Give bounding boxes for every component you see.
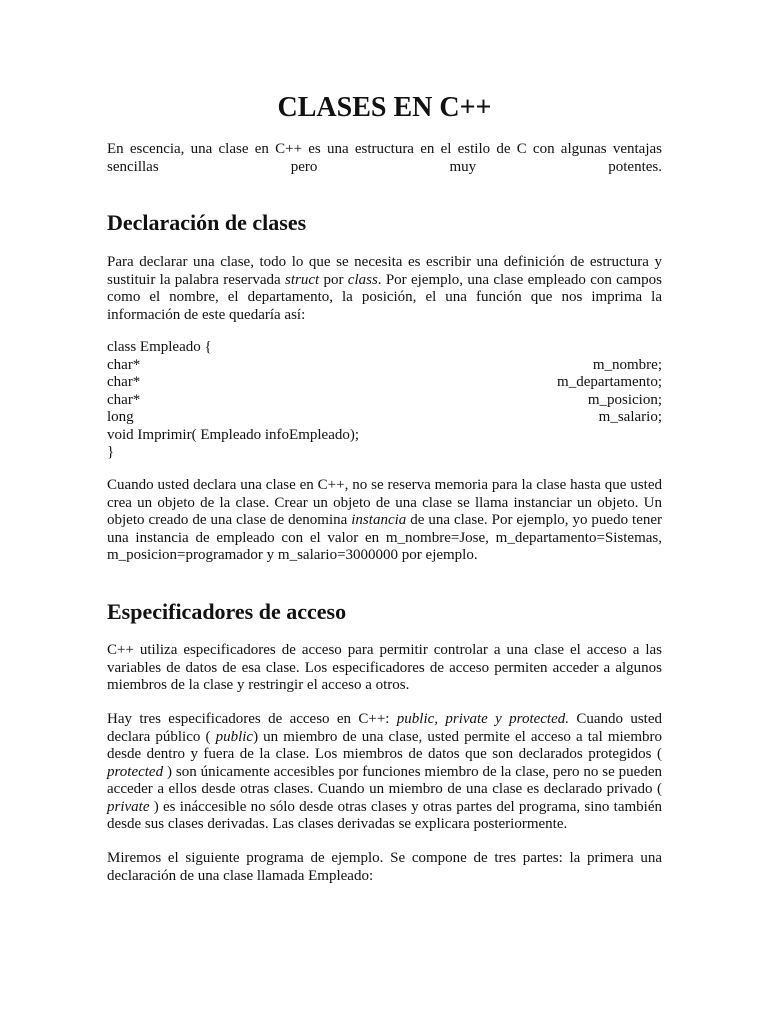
text-run: Hay tres especificadores de acceso en C++:: [107, 711, 397, 727]
code-field-type: long: [107, 409, 134, 425]
example-intro-paragraph: Miremos el siguiente programa de ejemplo. Se compone de tres partes: la primera una declaración de una clase llamada Empleado:: [107, 850, 662, 884]
code-field-name: m_posicion;: [587, 391, 662, 408]
section-heading-especificadores: Especificadores de acceso: [107, 599, 347, 624]
term-private: private: [107, 798, 150, 815]
code-field-type: char*: [107, 374, 141, 390]
text-run: . Por ejemplo, una clase empleado con campos como el nombre, el departamento, la posición, el una función que nos imprima la información de este quedaría así:: [107, 271, 663, 323]
keyword-struct: struct: [285, 271, 320, 288]
code-field-row: [107, 374, 662, 392]
term-public: public: [215, 728, 254, 745]
text-run: Para declarar una clase, todo lo que se necesita es escribir una definición de estructura y sustituir la palabra reservada: [107, 254, 662, 288]
intro-paragraph: [107, 141, 662, 176]
code-field-name: m_departamento;: [557, 374, 662, 390]
text-run: ) un miembro de una clase, usted permite el acceso a tal miembro desde dentro y fuera de la clase. Los miembros de datos que son declarados protegidos (: [107, 728, 662, 762]
intro-line-1: En escencia, una clase en C++ es una estructura en el estilo de C con algunas ventajas: [107, 141, 662, 157]
code-class-close: }: [107, 444, 115, 460]
especificadores-paragraph: C++ utiliza especificadores de acceso para permitir controlar a una clase el acceso a las variables de datos de esa clase. Los especificadores de acceso permiten acceder a algunos miembros de la clase y restringir el acceso a otros.: [107, 642, 662, 693]
access-modifiers-paragraph: [107, 711, 662, 834]
code-field-type: char*: [107, 391, 141, 408]
term-instancia: instancia: [351, 512, 407, 528]
text-run: por: [319, 271, 348, 288]
code-field-row: [107, 357, 662, 375]
code-class-open: class Empleado {: [107, 339, 212, 355]
code-method: void Imprimir( Empleado infoEmpleado);: [107, 426, 360, 443]
text-run: ) es ináccesible no sólo desde otras clases y otras partes del programa, sino también desde sus clases derivadas. Las clases derivadas se explicara posteriormente.: [107, 798, 662, 832]
text-run: Cuando usted declara una clase en C++, no se reserva memoria para la clase hasta que usted crea un objeto de la clase. Crear un objeto de una clase se llama instanciar un objeto. Un objeto creado de una clase de denomina: [107, 477, 662, 528]
code-block: [107, 339, 662, 462]
document-title: CLASES EN C++: [277, 92, 492, 123]
keyword-class: class: [347, 271, 378, 288]
term-access-list: public, private y protected.: [396, 711, 569, 727]
term-protected: protected: [107, 763, 164, 780]
code-field-row: [107, 392, 662, 410]
instancia-paragraph: [107, 477, 662, 565]
declaracion-paragraph: [107, 254, 662, 324]
code-field-name: m_salario;: [598, 409, 662, 425]
code-field-type: char*: [107, 356, 141, 373]
code-field-name: m_nombre;: [592, 356, 662, 373]
intro-line-2: sencillas pero muy potentes.: [107, 158, 662, 175]
text-run: Cuando usted declara público (: [107, 711, 662, 745]
text-run: ) son únicamente accesibles por funciones miembro de la clase, pero no se pueden acceder a ellos desde otras clases. Cuando un miembro de una clase es declarado privado (: [107, 763, 662, 797]
text-run: de una clase. Por ejemplo, yo puedo tener una instancia de empleado con el valor en m_nombre=Jose, m_departamento=Sistemas, m_posicion=programador y m_salario=3000000 por ejemplo.: [107, 512, 663, 563]
section-heading-declaracion: Declaración de clases: [107, 210, 307, 235]
code-field-row: [107, 409, 662, 427]
